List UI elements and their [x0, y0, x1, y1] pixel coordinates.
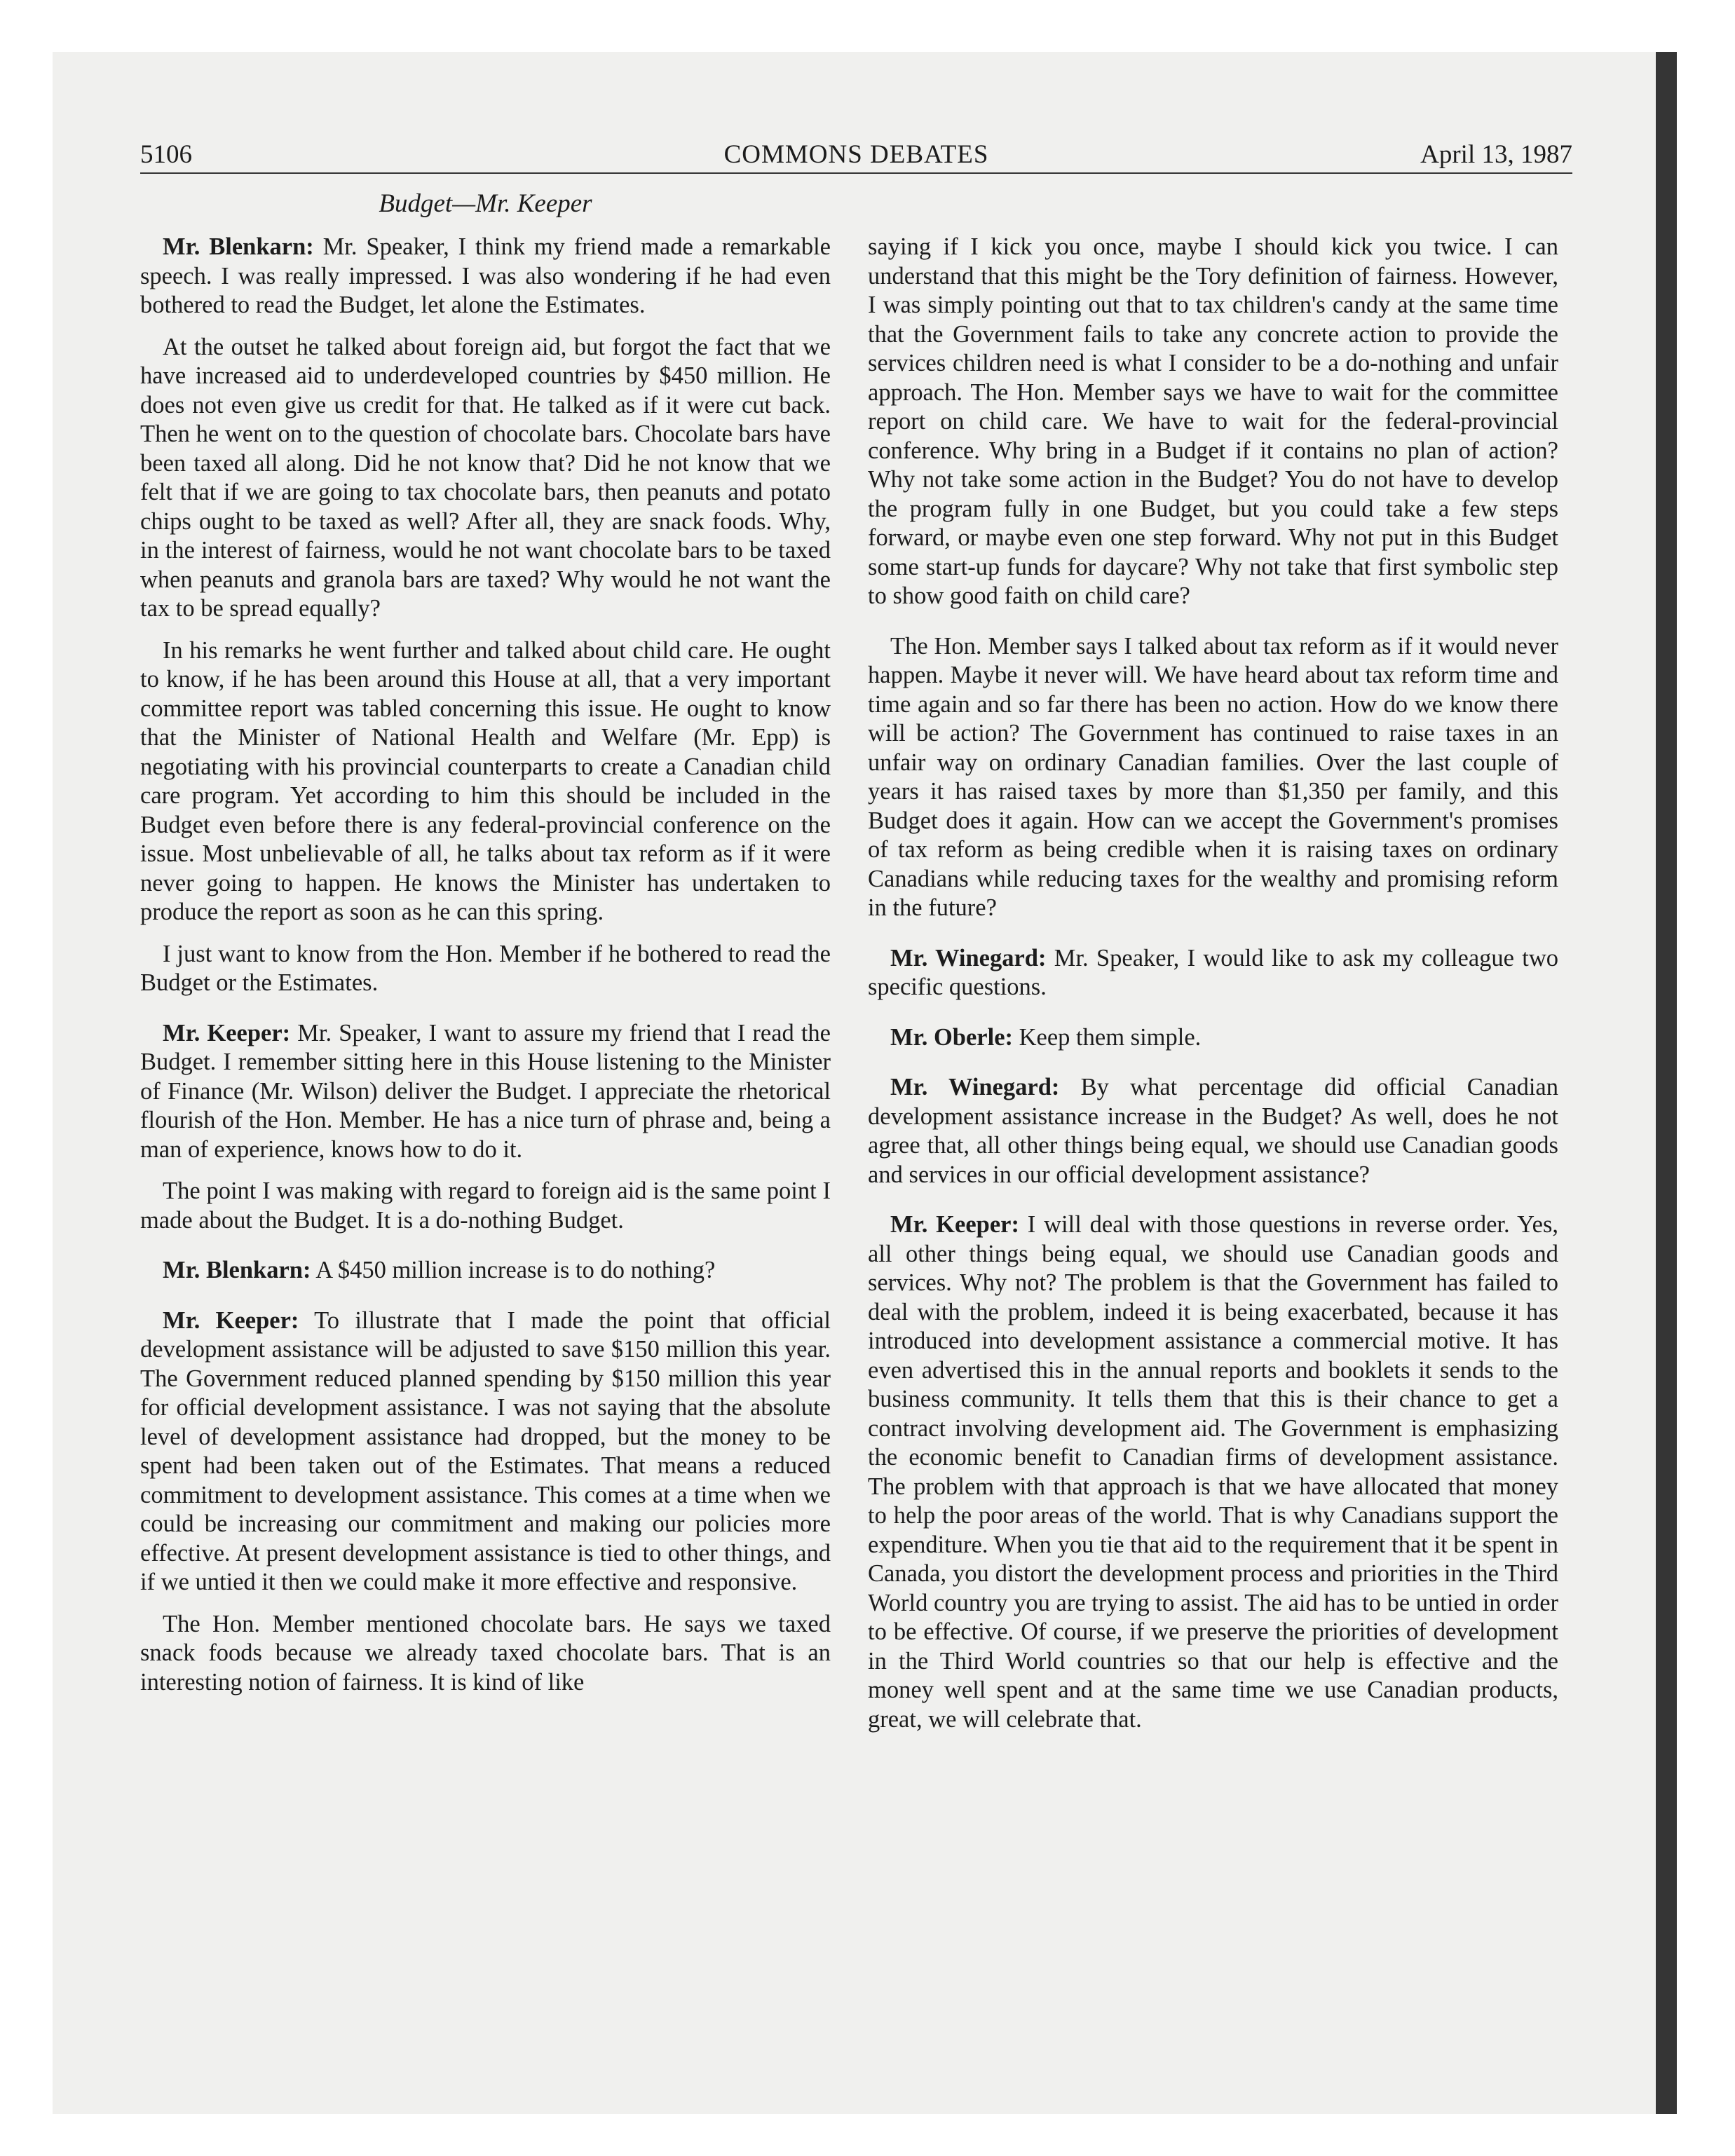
section-subheading: Budget—Mr. Keeper: [379, 189, 592, 218]
publication-title: COMMONS DEBATES: [723, 140, 989, 169]
paragraph: [140, 636, 831, 927]
paragraph-text: By what percentage did official Canadian development assistance increase in the Budget? As well, does he not agree that, all other things being equal, we should use Canadian goods and services in our official development assistance?: [868, 1074, 1558, 1188]
paragraph: [140, 333, 831, 624]
left-column: [140, 233, 831, 1710]
paragraph-text: Mr. Speaker, I want to assure my friend that I read the Budget. I remember sitting here in this House listening to the Minister of Finance (Mr. Wilson) deliver the Budget. I appreciate the rhetorical flourish of the Hon. Member. He has a nice turn of phrase and, being a man of experience, knows how to do it.: [140, 1019, 831, 1163]
speaker-name: Mr. Blenkarn:: [163, 1257, 311, 1283]
paragraph: [140, 1019, 831, 1165]
speaker-name: Mr. Blenkarn:: [163, 233, 314, 260]
paragraph: [868, 632, 1558, 923]
page-date: April 13, 1987: [1420, 140, 1572, 169]
paragraph-text: Mr. Speaker, I would like to ask my colleague two specific questions.: [868, 944, 1558, 1000]
right-column: [868, 233, 1558, 1747]
paragraph-text: The Hon. Member mentioned chocolate bars. He says we taxed snack foods because we already taxed chocolate bars. That is an interesting notion of fairness. It is kind of like: [140, 1610, 831, 1696]
paragraph-text: To illustrate that I made the point that official development assistance will be adjusted to save $150 million this year. The Government reduced planned spending by $150 million this year for official development assistance. I was not saying that the absolute level of development assistance had dropped, but the money to be spent had been taken out of the Estimates. That means a reduced commitment to development assistance. This comes at a time when we could be increasing our commitment and making our policies more effective. At present development assistance is tied to other things, and if we untied it then we could make it more effective and responsive.: [140, 1306, 831, 1595]
speaker-name: Mr. Oberle:: [890, 1023, 1013, 1051]
paragraph-text: I just want to know from the Hon. Member if he bothered to read the Budget or the Estimates.: [140, 940, 831, 996]
paragraph: [140, 1256, 831, 1285]
paragraph: [868, 1023, 1558, 1053]
paragraph: [140, 233, 831, 320]
paragraph-text: At the outset he talked about foreign aid, but forgot the fact that we have increased aid to underdeveloped countries by $450 million. He does not even give us credit for that. He talked as if it were cut back. Then he went on to the question of chocolate bars. Chocolate bars have been taxed all along. Did he not know that? Did he not know that we felt that if we are going to tax chocolate bars, then peanuts and potato chips ought to be taxed as well? After all, they are snack foods. Why, in the interest of fairness, would he not want chocolate bars to be taxed when peanuts and granola bars are taxed? Why would he not want the tax to be spread equally?: [140, 333, 831, 622]
paragraph: [868, 944, 1558, 1002]
page-header: [140, 139, 1572, 171]
paragraph-text: A $450 million increase is to do nothing?: [311, 1257, 716, 1283]
paragraph-text: The point I was making with regard to foreign aid is the same point I made about the Budget. It is a do-nothing Budget.: [140, 1178, 831, 1234]
paragraph: [868, 1073, 1558, 1189]
paragraph-text: The Hon. Member says I talked about tax reform as if it would never happen. Maybe it never will. We have heard about tax reform time and time again and so far there has been no action. How do we know there will be action? The Government has continued to raise taxes in an unfair way on ordinary Canadian families. Over the last couple of years it has raised taxes by more than $1,350 per family, and this Budget does it again. How can we accept the Government's promises of tax reform as being credible when it is raising taxes on ordinary Canadians while reducing taxes for the wealthy and promising reform in the future?: [868, 632, 1558, 921]
paragraph-text: Keep them simple.: [1013, 1023, 1202, 1051]
paragraph-text: I will deal with those questions in reverse order. Yes, all other things being equal, we should use Canadian goods and services. Why not? The problem is that the Government has failed to deal with the problem, indeed it is being exacerbated, because it has introduced into development assistance a commercial motive. It has even advertised this in the annual reports and booklets it sends to the business community. It tells them that this is their chance to get a contract involving development aid. The Government is emphasizing the economic benefit to Canadian firms of development assistance. The problem with that approach is that we have allocated that money to help the poor areas of the world. That is why Canadians support the expenditure. When you tie that aid to the requirement that it be spent in Canada, you distort the development process and priorities in the Third World country you are trying to assist. The aid has to be untied in order to be effective. Of course, if we preserve the priorities of development in the Third World countries so that our help is effective and the money well spent and at the same time we use Canadian products, great, we will celebrate that.: [868, 1211, 1558, 1733]
paragraph-text: In his remarks he went further and talked about child care. He ought to know, if he has been around this House at all, that a very important committee report was tabled concerning this issue. He ought to know that the Minister of National Health and Welfare (Mr. Epp) is negotiating with his provincial counterparts to create a Canadian child care program. Yet according to him this should be included in the Budget even before there is any federal-provincial conference on the issue. Most unbelievable of all, he talks about tax reform as if it were never going to happen. He knows the Minister has undertaken to produce the report as soon as he can this spring.: [140, 636, 831, 925]
speaker-name: Mr. Keeper:: [163, 1306, 299, 1334]
speaker-name: Mr. Winegard:: [890, 1074, 1060, 1100]
scan-edge-shadow: [1656, 52, 1677, 2114]
speaker-name: Mr. Keeper:: [163, 1019, 291, 1046]
paragraph-text: Mr. Speaker, I think my friend made a remarkable speech. I was really impressed. I was also wondering if he had even bothered to read the Budget, let alone the Estimates.: [140, 233, 831, 318]
header-rule: [140, 172, 1572, 174]
paragraph: [140, 940, 831, 998]
speaker-name: Mr. Keeper:: [890, 1211, 1019, 1238]
paragraph: [868, 1210, 1558, 1734]
speaker-name: Mr. Winegard:: [890, 944, 1047, 971]
paragraph: [140, 1306, 831, 1597]
page-number: 5106: [140, 140, 192, 169]
paragraph: [140, 1610, 831, 1698]
paragraph: [868, 233, 1558, 611]
paragraph: [140, 1177, 831, 1235]
paragraph-text: saying if I kick you once, maybe I should kick you twice. I can understand that this might be the Tory definition of fairness. However, I was simply pointing out that to tax children's candy at the same time that the Government fails to take any concrete action to provide the services children need is what I consider to be a do-nothing and unfair approach. The Hon. Member says we have to wait for the committee report on child care. We have to wait for the federal-provincial conference. Why bring in a Budget if it contains no plan of action? Why not take some action in the Budget? You do not have to develop the program fully in one Budget, but you could take a few steps forward, or maybe even one step forward. Why not put in this Budget some start-up funds for daycare? Why not take that first symbolic step to show good faith on child care?: [868, 233, 1558, 609]
